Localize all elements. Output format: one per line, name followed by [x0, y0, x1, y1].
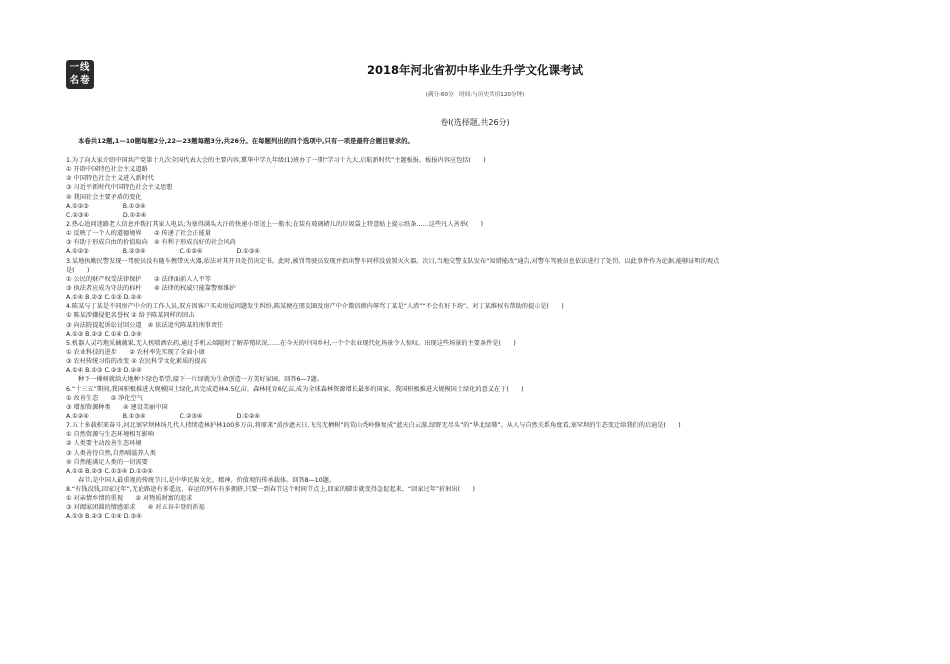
option-c: C.①③④	[104, 467, 128, 475]
option-b: B.②③④	[122, 248, 146, 256]
question-item: ② 人类要主动改善生态环境	[66, 440, 142, 448]
option-d: D.①②④	[122, 211, 147, 219]
question-item: ① 陈某涉嫌侵犯名誉权 ② 给予陈某同样的回击	[66, 312, 195, 320]
question-stem: 2.热心追问迷路老人信息并拨打其家人电话;为塞得满头大汗的快递小哥送上一瓶水;在装有玻璃碴儿的垃圾袋上特意贴上提示纸条……这些凡人善举( )	[66, 220, 484, 228]
answer-options	[66, 512, 886, 521]
question-item: ④ 我国社会主要矛盾的变化	[66, 193, 142, 201]
option-c: C.①④	[104, 513, 122, 521]
option-c: C.②③④	[66, 211, 89, 219]
question-stem: 4.陈某与丁某是不同房产中介的工作人员,双方因客户买卖房屋问题发生纠纷,陈某便在朋友圈及房产中介微信群内辱骂丁某是“人渣”“不会有好下场”。对丁某维权有帮助的提示是( )	[66, 303, 564, 311]
answer-options	[66, 247, 886, 256]
logo-line-2: 名卷	[69, 75, 91, 86]
option-d: D.①③④	[236, 248, 260, 256]
question-item: ① 开辟中国特色社会主义道路	[66, 166, 148, 174]
question-item: ① 自然资源与生态环境相互影响	[66, 431, 154, 439]
question-item: ③ 习近平新时代中国特色社会主义思想	[66, 184, 173, 192]
answer-options	[66, 202, 886, 211]
question-item: ③ 人类善待自然,自然哺滋养人类	[66, 449, 156, 457]
option-c: C.②③	[104, 367, 122, 375]
question-stem: 6.“十三五”期间,我国积极推进大规模国土绿化,共完成造林4.5亿亩。森林抚育6亿亩,成为全球森林资源增长最多的国家。我国积极推进大规模国土绿化的意义在于( )	[66, 385, 524, 393]
section-instructions: 本卷共12题,1—10题每题2分,22—23题每题3分,共26分。在每题列出的四个选项中,只有一项是最符合题目要求的。	[78, 137, 414, 145]
answer-options	[66, 293, 886, 302]
option-c: C.①②④	[179, 248, 203, 256]
question-stem: 3.某地执勤民警发现一驾驶员没有随车携带灭火器,依法对其开具处罚决定书。此时,被罚驾驶员发现并指出警车同样没放置灭火器。次日,当地交警支队发布“知错能改”通告,对警车驾驶员也依法进行了处罚。以此事件作为论据,能够证明的观点	[66, 257, 720, 265]
questions-body	[66, 156, 886, 522]
question-item: ③ 执法者应成为守法的标杆 ④ 法律的权威只能靠警察维护	[66, 284, 236, 292]
option-d: D.①②④	[236, 412, 260, 420]
option-b: B.②③	[85, 330, 103, 338]
option-d: D.③④	[123, 513, 142, 521]
option-a: A.①②④	[66, 412, 89, 420]
question-item: ③ 向法院提起诉讼讨回公道 ④ 依法追究陈某的刑事责任	[66, 321, 224, 329]
option-b: B.①③	[85, 367, 103, 375]
passage-intro: 种下一棵树就给大地种下绿色希望,接下一片绿就为生命创造一方美好家园。回答6—7题。	[78, 376, 323, 384]
question-item: ① 改善生态 ② 净化空气	[66, 394, 143, 402]
option-a: A.①②③	[66, 248, 89, 256]
question-item: ③ 增加资源种类 ④ 建设美丽中国	[66, 403, 168, 411]
passage-intro: 春节,是中国人最重视的传统节日,是中华民族文化、精神、价值观的传承载体。回答8—10题。	[78, 476, 336, 484]
option-a: A.①③	[66, 330, 84, 338]
option-d: D.①②④	[129, 467, 153, 475]
option-d: D.②④	[123, 294, 142, 302]
option-a: A.①③	[66, 513, 84, 521]
question-stem-continued: 是( )	[66, 266, 90, 274]
option-a: A.①②③	[66, 202, 89, 210]
option-c: C.①③	[104, 294, 122, 302]
question-item: ③ 对阖家团圆的情感需求 ④ 对五谷丰登的祈福	[66, 504, 205, 512]
option-b: B.①③④	[122, 202, 146, 210]
question-item: ① 公民的财产权受法律保护 ② 法律面前人人平等	[66, 275, 211, 283]
question-stem: 7.五十多载积来奋斗,河北塞罕坝林场几代人持续造林护林100多万亩,将原来“黄沙遮天日,飞鸟无栖树”的荒山秃岭修复成“蓝天白云游,绿野无尽头”的“华北绿肺”。从人与自然关系角度看,塞罕坝的生态变迁给我们的启迪是( )	[66, 422, 681, 430]
option-d: D.②④	[123, 367, 142, 375]
question-stem: 8.“有钱没钱,回家过年”,无论路途有多遥远、春运的列车有多拥挤,只要一到春节这个时间节点上,回家的脚步就变得急促起来。“回家过年”折射出( )	[66, 486, 475, 494]
option-b: B.②③	[85, 467, 103, 475]
question-item: ① 对亲情乡情的重视 ② 对物质财富的追求	[66, 495, 193, 503]
exam-title: 2018年河北省初中毕业生升学文化课考试	[366, 63, 583, 77]
question-item: ③ 有助于形成自由的价值取向 ④ 有利于形成良好的社会风尚	[66, 239, 236, 247]
section-title: 卷Ⅰ(选择题,共26分)	[440, 118, 510, 127]
option-c: C.②③④	[179, 412, 203, 420]
question-item: ① 反映了一个人的道德境界 ② 传递了社会正能量	[66, 230, 211, 238]
option-a: A.①④	[66, 367, 84, 375]
option-a: A.①④	[66, 294, 84, 302]
option-b: B.①③④	[122, 412, 146, 420]
option-b: B.②③	[85, 513, 103, 521]
answer-options	[66, 412, 886, 421]
option-c: C.①④	[104, 330, 122, 338]
question-item: ② 中国特色社会主义进入新时代	[66, 175, 154, 183]
option-a: A.①②	[66, 467, 84, 475]
logo-line-1: 一线	[69, 62, 91, 73]
exam-subtitle: (满分:60分 时间:与历史共用120分钟)	[425, 92, 525, 98]
question-stem: 5.机器人灵巧地采摘蔬果,无人机喷洒农药,通过手机云端随时了解养殖状况……在今天的中国乡村,一个个农业现代化场景令人惊叹。出现这些场景的主要条件是( )	[66, 339, 516, 347]
answer-options	[66, 330, 886, 339]
question-item: ④ 自然能满足人类的一切需要	[66, 458, 148, 466]
answer-options	[66, 366, 886, 375]
question-stem: 1.为了向大家介绍中国共产党第十九次全国代表大会的主要内容,冀华中学九年级(1)班办了一期“学习十九大,启航新时代”主题板报。板报内容应包括( )	[66, 157, 486, 164]
question-item: ③ 农村传统习俗的改变 ④ 农民科学文化素质的提高	[66, 358, 207, 366]
question-item: ① 农业科技的进步 ② 农村率先实现了全面小康	[66, 348, 205, 356]
answer-options	[66, 467, 886, 476]
answer-options	[66, 211, 886, 220]
option-d: D.③④	[123, 330, 142, 338]
option-b: B.②③	[85, 294, 103, 302]
